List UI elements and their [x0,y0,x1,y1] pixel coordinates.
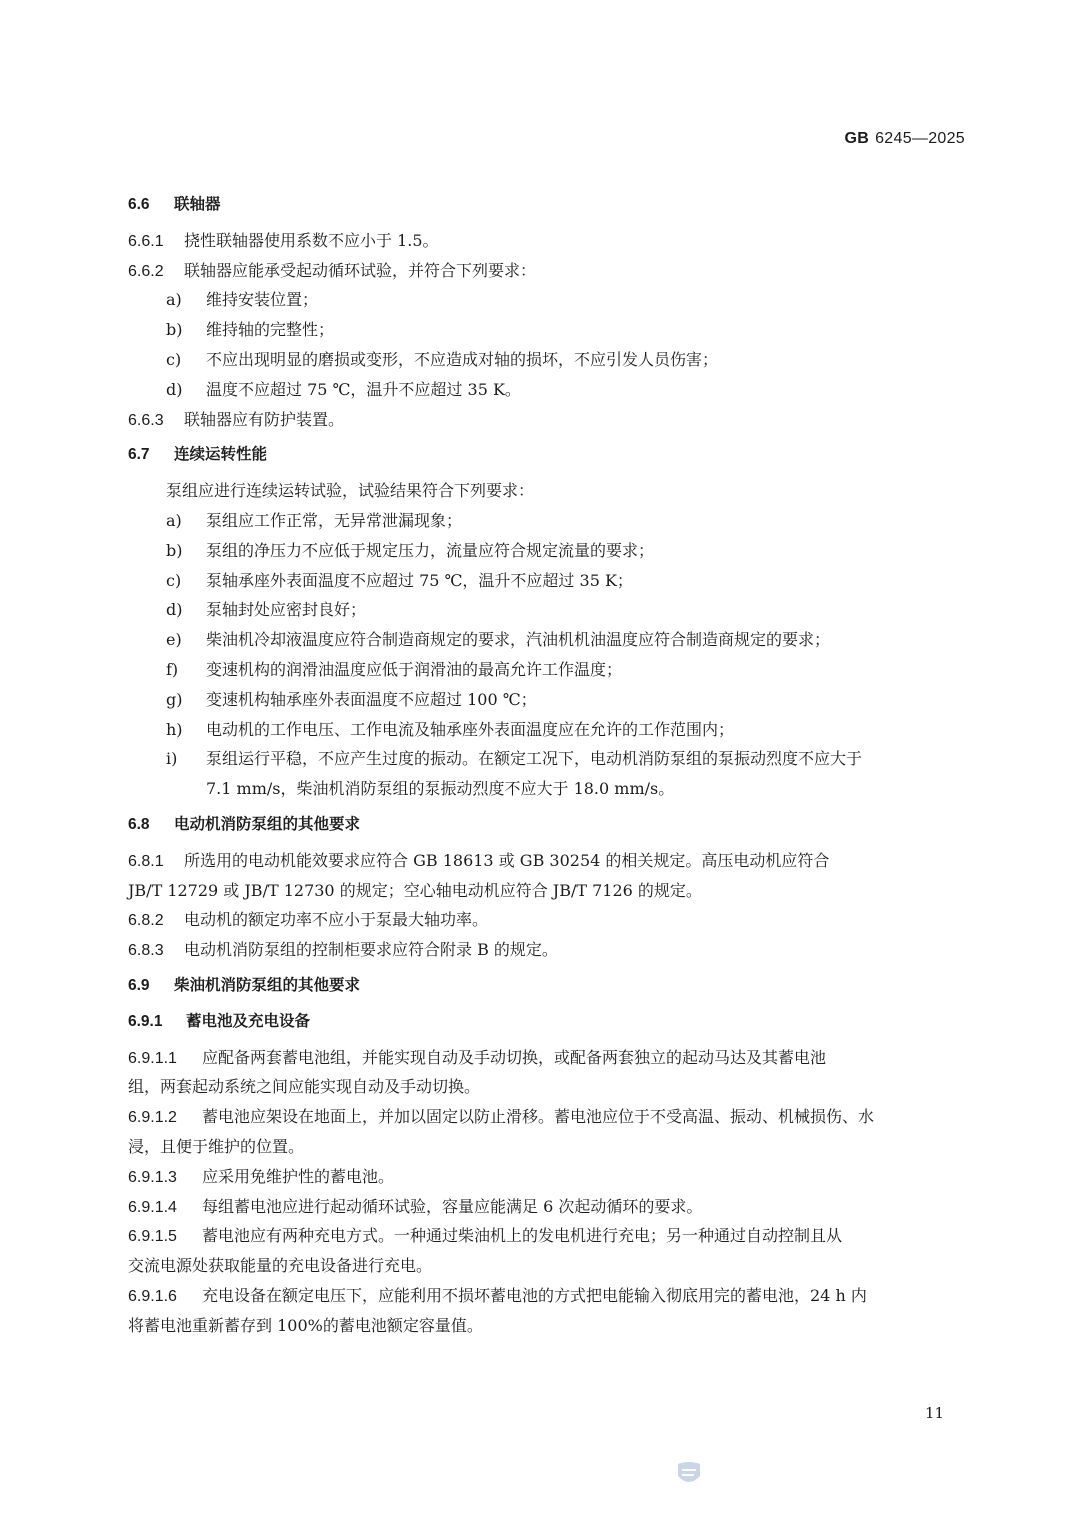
clause-6-9-1-6: 6.9.1.6 充电设备在额定电压下，应能利用不损坏蓄电池的方式把电能输入彻底用完的蓄电池，24 h 内 [128,1285,867,1305]
standard-code [845,130,966,148]
section-heading-6-7: 6.7 连续运转性能 [128,446,268,464]
clause-6-8-3: 6.8.3 电动机消防泵组的控制柜要求应符合附录 B 的规定。 [128,940,558,960]
list-item: e) 柴油机冷却液温度应符合制造商规定的要求，汽油机机油温度应符合制造商规定的要求； [166,630,831,650]
clause-6-9-1-1: 6.9.1.1 应配备两套蓄电池组，并能实现自动及手动切换，或配备两套独立的起动马达及其蓄电池 [128,1047,827,1067]
list-item: g) 变速机构轴承座外表面温度不应超过 100 ℃； [166,689,537,709]
list-item: b) 维持轴的完整性； [166,320,335,340]
clause-continuation: 将蓄电池重新蓄存到 100%的蓄电池额定容量值。 [128,1315,483,1335]
page-number: 11 [925,1404,945,1422]
list-item: d) 温度不应超过 75 ℃，温升不应超过 35 K。 [166,379,521,399]
list-item: i) 泵组运行平稳，不应产生过度的振动。在额定工况下，电动机消防泵组的泵振动烈度不应大于 [166,749,863,769]
list-item: d) 泵轴封处应密封良好； [166,600,367,620]
list-item: c) 不应出现明显的磨损或变形，不应造成对轴的损坏，不应引发人员伤害； [166,349,719,369]
clause-6-9-1-4: 6.9.1.4 每组蓄电池应进行起动循环试验，容量应能满足 6 次起动循环的要求。 [128,1196,703,1216]
section-heading-6-8: 6.8 电动机消防泵组的其他要求 [128,815,361,833]
list-item: c) 泵轴承座外表面温度不应超过 75 ℃，温升不应超过 35 K； [166,570,633,590]
list-item: h) 电动机的工作电压、工作电流及轴承座外表面温度应在允许的工作范围内； [166,719,735,739]
list-item-continuation: 7.1 mm/s，柴油机消防泵组的泵振动烈度不应大于 18.0 mm/s。 [206,779,675,799]
list-item: a) 维持安装位置； [166,290,319,310]
section-heading-6-6: 6.6 联轴器 [128,196,221,213]
clause-6-8-1: 6.8.1 所选用的电动机能效要求应符合 GB 18613 或 GB 30254 的相关规定。高压电动机应符合 [128,850,830,870]
list-item: f) 变速机构的润滑油温度应低于润滑油的最高允许工作温度； [166,659,623,679]
clause-6-6-1: 6.6.1 挠性联轴器使用系数不应小于 1.5。 [128,230,439,250]
standard-number: 6245—2025 [875,130,965,147]
watermark-logo-icon [674,1460,704,1488]
subsection-heading-6-9-1: 6.9.1 蓄电池及充电设备 [128,1012,311,1030]
document-body [128,190,964,1340]
clause-continuation: 组，两套起动系统之间应能实现自动及手动切换。 [128,1077,481,1097]
clause-continuation: 交流电源处获取能量的充电设备进行充电。 [128,1256,433,1276]
clause-6-8-2: 6.8.2 电动机的额定功率不应小于泵最大轴功率。 [128,910,489,930]
clause-6-8-1-continuation: JB/T 12729 或 JB/T 12730 的规定；空心轴电动机应符合 JB/T 7126 的规定。 [128,880,702,900]
section-heading-6-9: 6.9 柴油机消防泵组的其他要求 [128,976,361,994]
standard-prefix: GB [844,130,870,147]
section-6-7-intro: 泵组应进行连续运转试验，试验结果符合下列要求： [166,481,535,501]
list-item: a) 泵组应工作正常，无异常泄漏现象； [166,510,463,530]
list-item: b) 泵组的净压力不应低于规定压力，流量应符合规定流量的要求； [166,540,655,560]
clause-6-9-1-3: 6.9.1.3 应采用免维护性的蓄电池。 [128,1166,395,1186]
clause-6-9-1-2: 6.9.1.2 蓄电池应架设在地面上，并加以固定以防止滑移。蓄电池应位于不受高温、振动、机械损伤、水 [128,1107,875,1127]
clause-6-6-2: 6.6.2 联轴器应能承受起动循环试验，并符合下列要求： [128,260,537,280]
clause-continuation: 浸，且便于维护的位置。 [128,1136,305,1156]
clause-6-6-3: 6.6.3 联轴器应有防护装置。 [128,409,345,429]
clause-6-9-1-5: 6.9.1.5 蓄电池应有两种充电方式。一种通过柴油机上的发电机进行充电；另一种通过自动控制且从 [128,1226,843,1246]
